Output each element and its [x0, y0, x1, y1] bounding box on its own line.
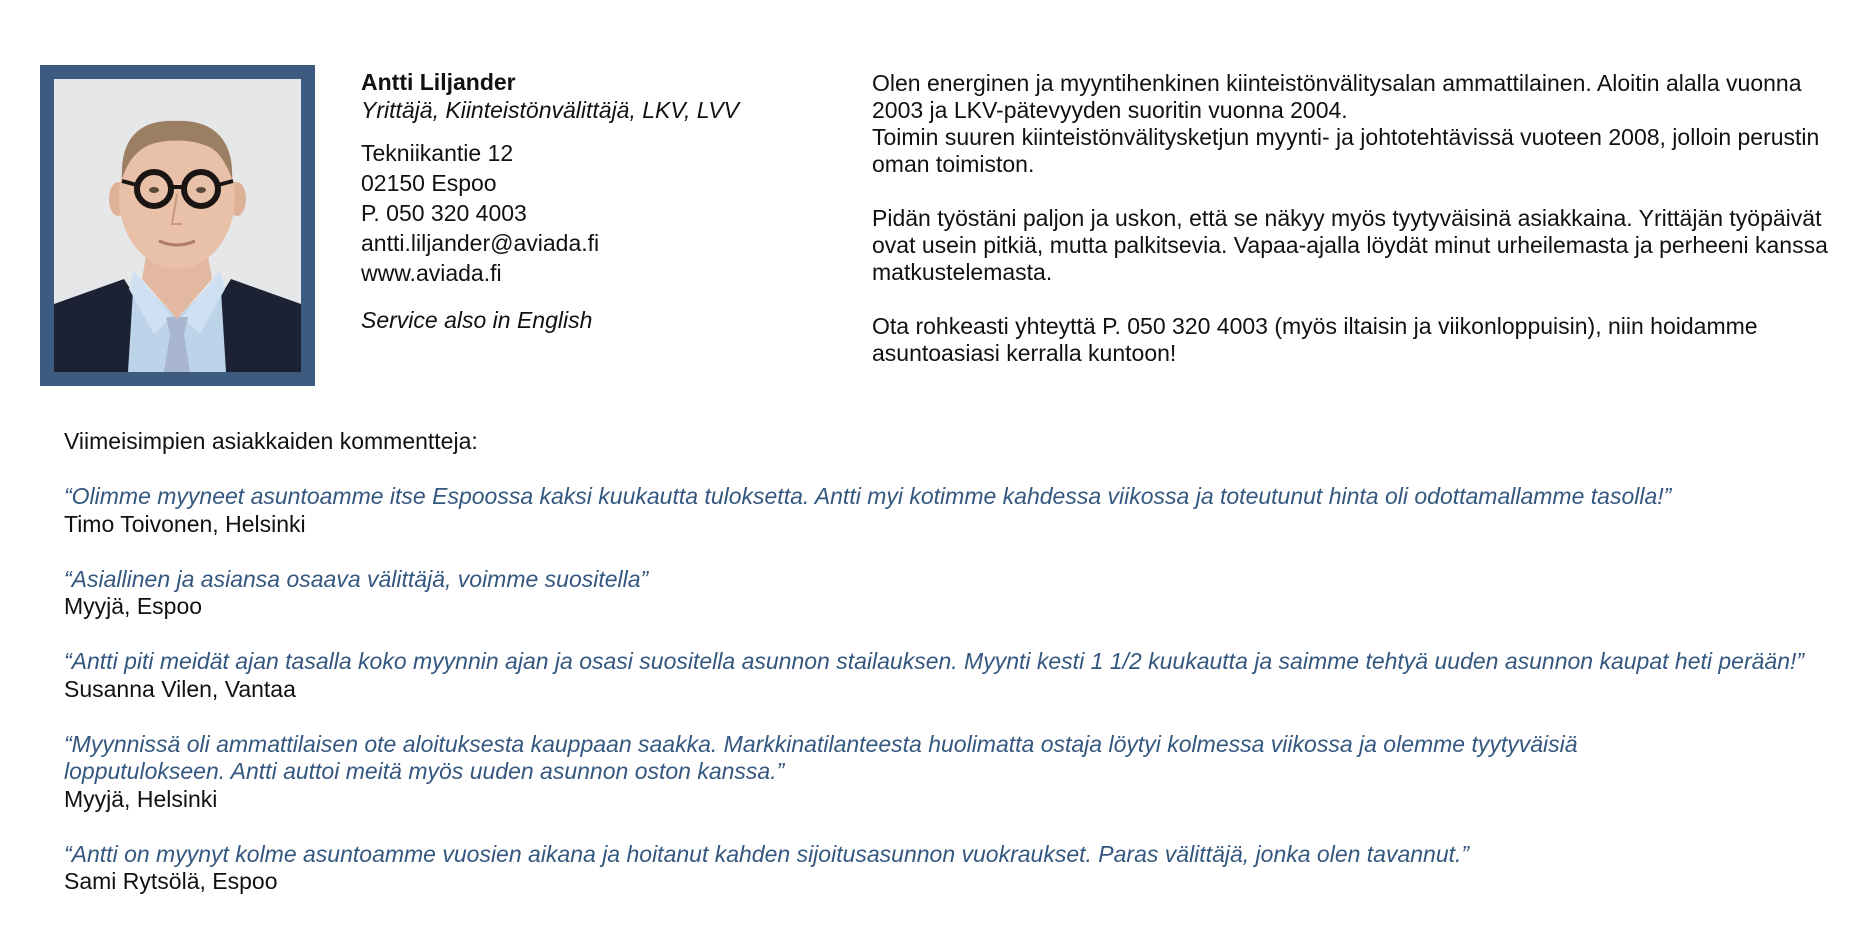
testimonial-quote: “Antti on myynyt kolme asuntoamme vuosien aikana ja hoitanut kahden sijoitusasunnon vuokraukset. Paras välittäjä, jonka olen tavannut.”: [64, 840, 1470, 867]
testimonial-item: [64, 648, 1854, 703]
testimonial-author: Timo Toivonen, Helsinki: [64, 510, 306, 537]
agent-title: Yrittäjä, Kiinteistönvälittäjä, LKV, LVV: [361, 97, 739, 123]
testimonial-author: Myyjä, Helsinki: [64, 785, 218, 812]
portrait-image: [54, 79, 301, 372]
phone-number[interactable]: P. 050 320 4003: [361, 200, 527, 226]
contact-card: [361, 68, 841, 335]
testimonial-quote: “Myynnissä oli ammattilaisen ote aloituksesta kauppaan saakka. Markkinatilanteesta huolimatta ostaja löytyi kolmessa viikossa ja olemme tyytyväisiä lopputulokseen. Antti auttoi meitä myös uuden asunnon oston kanssa.”: [64, 730, 1578, 784]
contact-details: [361, 138, 841, 288]
testimonials-heading: Viimeisimpien asiakkaiden kommentteja:: [64, 428, 478, 454]
testimonial-quote: “Olimme myyneet asuntoamme itse Espoossa kaksi kuukautta tuloksetta. Antti myi kotimme kahdessa viikossa ja toteutunut hinta oli odottamallamme tasolla!”: [64, 483, 1672, 509]
street-address: Tekniikantie 12: [361, 140, 514, 166]
email-link[interactable]: antti.liljander@aviada.fi: [361, 230, 600, 256]
website-link[interactable]: www.aviada.fi: [361, 260, 502, 286]
testimonial-item: [64, 731, 1854, 814]
bio-paragraph: Pidän työstäni paljon ja uskon, että se näkyy myös tyytyväisinä asiakkaina. Yrittäjän työpäivät ovat usein pitkiä, mutta palkitsevia. Vapaa-ajalla löydät minut urheilemasta ja perheeni kanssa matkustelemasta.: [872, 205, 1828, 285]
bio-paragraph: Toimin suuren kiinteistönvälitysketjun myynti- ja johtotehtävissä vuoteen 2008, jolloin perustin oman toimiston.: [872, 124, 1820, 177]
testimonial-quote: “Antti piti meidät ajan tasalla koko myynnin ajan ja osasi suositella asunnon stailauksen. Myynti kesti 1 1/2 kuukautta ja saimme tehtyä uuden asunnon kaupat heti perään!”: [64, 648, 1805, 674]
testimonial-quote: “Asiallinen ja asiansa osaava välittäjä, voimme suositella”: [64, 565, 649, 592]
postal-city: 02150 Espoo: [361, 170, 497, 196]
agent-name: Antti Liljander: [361, 69, 516, 95]
testimonial-item: [64, 566, 1854, 621]
service-language-note: Service also in English: [361, 307, 593, 333]
profile-photo: [40, 65, 315, 386]
testimonial-author: Sami Rytsölä, Espoo: [64, 868, 278, 894]
bio-paragraph: Ota rohkeasti yhteyttä P. 050 320 4003 (myös iltaisin ja viikonloppuisin), niin hoidamme asuntoasiasi kerralla kuntoon!: [872, 313, 1758, 366]
bio-paragraph: Olen energinen ja myyntihenkinen kiinteistönvälitysalan ammattilainen. Aloitin alalla vuonna 2003 ja LKV-pätevyyden suoritin vuonna 2004.: [872, 70, 1802, 123]
testimonials-section: [64, 428, 1854, 923]
testimonial-item: [64, 483, 1854, 538]
testimonial-author: Susanna Vilen, Vantaa: [64, 675, 296, 702]
testimonial-item: [64, 841, 1854, 896]
agent-bio: [872, 70, 1847, 367]
testimonial-author: Myyjä, Espoo: [64, 593, 203, 619]
